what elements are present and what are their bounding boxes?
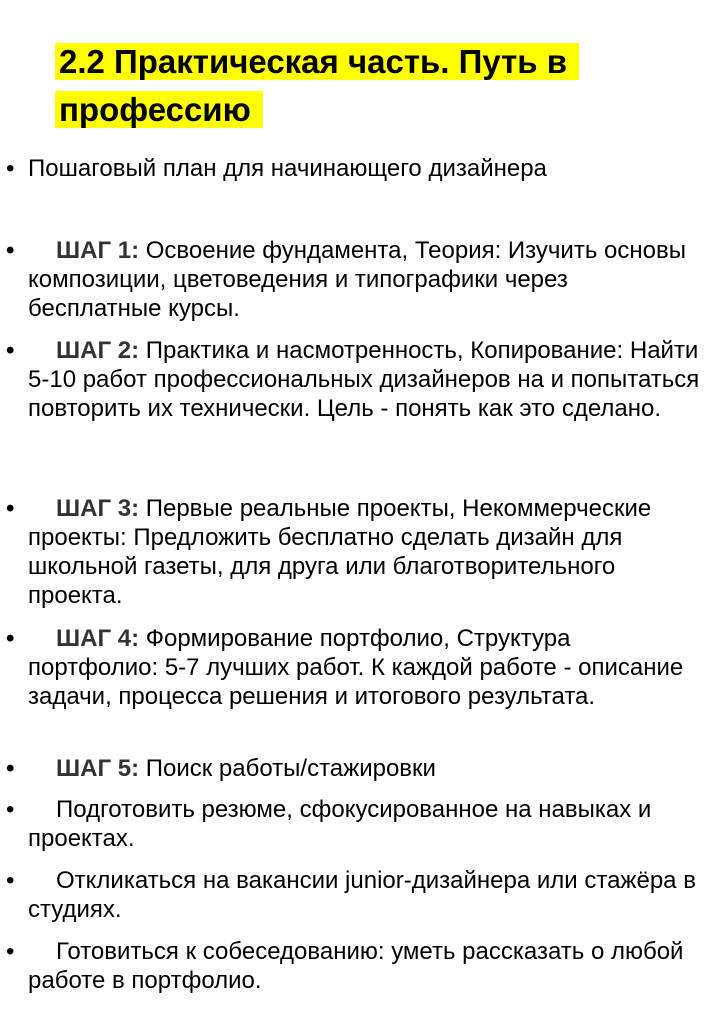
bullet: • <box>6 155 15 182</box>
list-item-step-5 <box>6 754 701 783</box>
bullet: • <box>6 938 15 965</box>
step-label: ШАГ 2: <box>56 337 140 364</box>
slide-title-text: 2.2 Практическая часть. Путь в профессию <box>55 43 579 128</box>
bullet: • <box>6 755 15 782</box>
slide-title <box>55 38 705 134</box>
bullet: • <box>6 337 15 364</box>
item-text: Пошаговый план для начинающего дизайнера <box>28 155 547 182</box>
bullet: • <box>6 495 15 522</box>
step-label: ШАГ 3: <box>56 495 140 522</box>
bullet: • <box>6 867 15 894</box>
list-item-vacancies <box>6 866 701 924</box>
item-text: Подготовить резюме, сфокусированное на навыках и проектах. <box>28 796 652 852</box>
list-item-step-3 <box>6 494 701 610</box>
item-text: Первые реальные проекты, Некоммерческие проекты: Предложить бесплатно сделать дизайн для школьной газеты, для друга или благотворительного проекта. <box>28 495 652 609</box>
list-item-plan <box>6 154 701 183</box>
list-item-resume <box>6 795 701 853</box>
list-item-step-2 <box>6 336 701 423</box>
bullet: • <box>6 796 15 823</box>
list-item-step-1 <box>6 236 701 323</box>
bullet: • <box>6 625 15 652</box>
bullet: • <box>6 237 15 264</box>
list-item-step-4 <box>6 624 701 711</box>
item-text: Готовиться к собеседованию: уметь рассказать о любой работе в портфолио. <box>28 938 684 994</box>
step-label: ШАГ 4: <box>56 625 140 652</box>
step-label: ШАГ 5: <box>56 755 140 782</box>
item-text: Откликаться на вакансии junior-дизайнера или стажёра в студиях. <box>28 867 696 923</box>
item-text: Поиск работы/стажировки <box>139 755 436 782</box>
item-text: Освоение фундамента, Теория: Изучить основы композиции, цветоведения и типографики через бесплатные курсы. <box>28 237 686 322</box>
item-text: Практика и насмотренность, Копирование: Найти 5-10 работ профессиональных дизайнеров на и попытаться повторить их технически. Цель - понять как это сделано. <box>28 337 700 422</box>
step-label: ШАГ 1: <box>56 237 140 264</box>
list-item-interview <box>6 937 701 995</box>
item-text: Формирование портфолио, Структура портфолио: 5-7 лучших работ. К каждой работе - описание задачи, процесса решения и итогового результата. <box>28 625 684 710</box>
